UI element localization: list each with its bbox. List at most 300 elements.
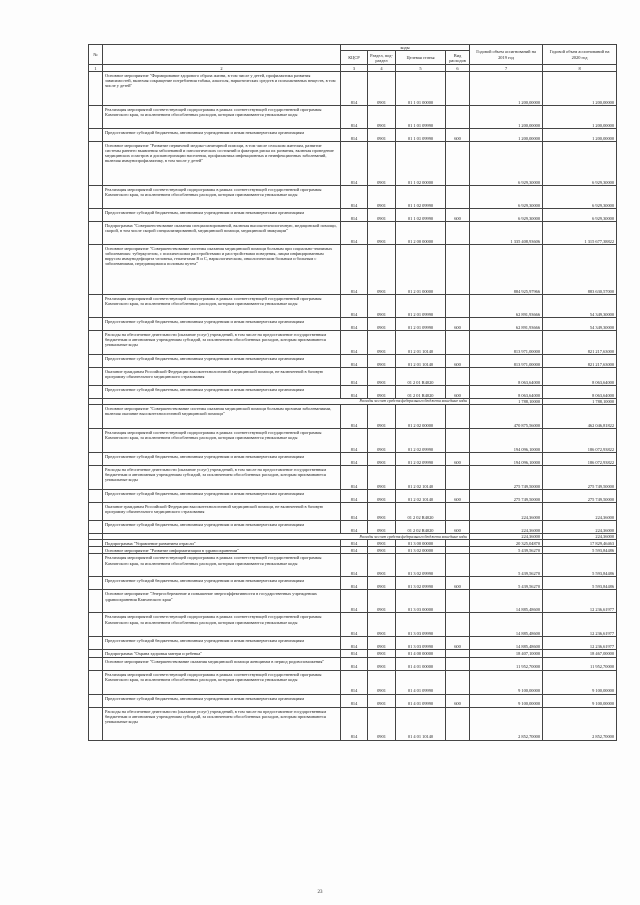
header-sum-2020: Годовой объем ассигнований на 2020 год bbox=[543, 45, 617, 65]
cell-vid bbox=[446, 186, 470, 209]
cell-sum-2020: 6 929,30000 bbox=[543, 186, 617, 209]
cell-kcsr: 814 bbox=[341, 554, 368, 577]
cell-number bbox=[89, 590, 103, 613]
cell-number bbox=[89, 429, 103, 453]
cell-sum-2019: 275 749,50000 bbox=[470, 466, 543, 490]
cell-sum-2020: 1 200,00000 bbox=[543, 106, 617, 129]
header-description bbox=[103, 45, 341, 65]
table-row bbox=[89, 222, 617, 245]
cell-sum-2019: 224,36000 bbox=[470, 503, 543, 521]
cell-target: 01 2 01 10140 bbox=[396, 355, 446, 368]
cell-vid: 600 bbox=[446, 577, 470, 590]
cell-number bbox=[89, 707, 103, 740]
cell-target: 01 2 01 R4020 bbox=[396, 386, 446, 399]
table-row bbox=[89, 554, 617, 577]
cell-sum-2019: 1 200,00000 bbox=[470, 72, 543, 106]
cell-sum-2019: 62 891,93666 bbox=[470, 295, 543, 318]
cell-target: 01 3 02 00000 bbox=[396, 547, 446, 554]
cell-description: Предоставление субсидий бюджетным, автономным учреждениям и иным некоммерческим организациям bbox=[103, 490, 341, 503]
cell-razdel: 0901 bbox=[368, 650, 396, 657]
cell-vid bbox=[446, 245, 470, 295]
cell-sum-2019: 6 929,30000 bbox=[470, 186, 543, 209]
cell-razdel: 0901 bbox=[368, 577, 396, 590]
cell-sum-2020: 6 929,30000 bbox=[543, 142, 617, 186]
cell-target: 01 1 02 00000 bbox=[396, 142, 446, 186]
cell-vid: 600 bbox=[446, 386, 470, 399]
cell-description: Предоставление субсидий бюджетным, автономным учреждениям и иным некоммерческим организациям bbox=[103, 318, 341, 331]
cell-target: 01 1 01 09990 bbox=[396, 129, 446, 142]
cell-sum-2020: 186 072,93822 bbox=[543, 429, 617, 453]
cell-kcsr: 814 bbox=[341, 72, 368, 106]
cell-target: 01 4 01 09990 bbox=[396, 694, 446, 707]
cell-sum-2020: 12 236,61977 bbox=[543, 590, 617, 613]
cell-kcsr: 814 bbox=[341, 540, 368, 547]
cell-number bbox=[89, 521, 103, 534]
cell-sum-2020: 5 593,84486 bbox=[543, 577, 617, 590]
cell-target: 01 4 00 00000 bbox=[396, 650, 446, 657]
cell-sum-2020: 224,36000 bbox=[543, 503, 617, 521]
cell-vid bbox=[446, 429, 470, 453]
cell-kcsr: 814 bbox=[341, 106, 368, 129]
cell-sum-2019: 8 063,64000 bbox=[470, 386, 543, 399]
cell-razdel: 0901 bbox=[368, 590, 396, 613]
cell-number bbox=[89, 355, 103, 368]
cell-target: 01 4 01 09990 bbox=[396, 670, 446, 694]
table-row bbox=[89, 318, 617, 331]
cell-kcsr: 814 bbox=[341, 547, 368, 554]
cell-kcsr: 814 bbox=[341, 466, 368, 490]
cell-sum-2019: 5 439,56270 bbox=[470, 547, 543, 554]
cell-sum-2020: 275 749,50000 bbox=[543, 466, 617, 490]
cell-sum-2019: 1 200,00000 bbox=[470, 129, 543, 142]
cell-description: Реализация мероприятий соответствующей подпрограммы в рамках соответствующей государственной программы Камчатского края, за исключением обособленных расходов, которым присваиваются уникальные коды bbox=[103, 295, 341, 318]
cell-kcsr: 814 bbox=[341, 577, 368, 590]
cell-sum-2020: 54 349,30000 bbox=[543, 318, 617, 331]
cell-number bbox=[89, 331, 103, 355]
cell-vid bbox=[446, 613, 470, 637]
table-row bbox=[89, 429, 617, 453]
cell-description: Расходы на обеспечение деятельности (оказание услуг) учреждений, в том числе на предоставление государственным бюджетным и автономным учреждениям субсидий, за исключением обособленных расходов, которым присваиваются уникальные коды bbox=[103, 331, 341, 355]
cell-number bbox=[89, 650, 103, 657]
column-number: 5 bbox=[396, 65, 446, 72]
cell-description: Основное мероприятие "Совершенствование оказания медицинской помощи женщинам в период родовспоможения" bbox=[103, 657, 341, 670]
table-row bbox=[89, 142, 617, 186]
cell-vid bbox=[446, 650, 470, 657]
table-row bbox=[89, 331, 617, 355]
cell-number bbox=[89, 694, 103, 707]
cell-number bbox=[89, 405, 103, 429]
cell-target: 01 2 02 10140 bbox=[396, 490, 446, 503]
cell-target: 01 2 00 00000 bbox=[396, 222, 446, 245]
table-row bbox=[89, 547, 617, 554]
cell-number bbox=[89, 547, 103, 554]
cell-kcsr: 814 bbox=[341, 490, 368, 503]
cell-sum-2019: 14 885,48600 bbox=[470, 590, 543, 613]
cell-sum-2020: 9 100,00000 bbox=[543, 670, 617, 694]
cell-kcsr: 814 bbox=[341, 368, 368, 386]
cell-sum-2020: 5 593,84486 bbox=[543, 547, 617, 554]
cell-number bbox=[89, 106, 103, 129]
cell-sum-2019: 813 971,00000 bbox=[470, 331, 543, 355]
cell-description: Подпрограмма "Совершенствование оказания специализированной, включая высокотехнологичную, медицинской помощи, скорой, в том числе скорой специализированной, медицинской помощи, медицинской эвакуации" bbox=[103, 222, 341, 245]
cell-razdel: 0901 bbox=[368, 613, 396, 637]
cell-sum-2020: 8 063,64000 bbox=[543, 386, 617, 399]
cell-target: 01 2 02 10140 bbox=[396, 466, 446, 490]
table-row bbox=[89, 637, 617, 650]
cell-target: 01 4 01 10140 bbox=[396, 707, 446, 740]
cell-target: 01 1 01 09990 bbox=[396, 106, 446, 129]
cell-razdel: 0901 bbox=[368, 186, 396, 209]
cell-sum-2019: 5 439,56270 bbox=[470, 554, 543, 577]
cell-target: 01 3 00 00000 bbox=[396, 540, 446, 547]
cell-razdel: 0901 bbox=[368, 503, 396, 521]
cell-target: 01 2 02 R4020 bbox=[396, 521, 446, 534]
cell-description: Реализация мероприятий соответствующей подпрограммы в рамках соответствующей государственной программы Камчатского края, за исключением обособленных расходов, которым присваиваются уникальные коды bbox=[103, 613, 341, 637]
cell-description: Предоставление субсидий бюджетным, автономным учреждениям и иным некоммерческим организациям bbox=[103, 129, 341, 142]
cell-sum-2019: 18 407,10000 bbox=[470, 650, 543, 657]
cell-number bbox=[89, 245, 103, 295]
cell-description: Реализация мероприятий соответствующей подпрограммы в рамках соответствующей государственной программы Камчатского края, за исключением обособленных расходов, которым присваиваются уникальные коды bbox=[103, 429, 341, 453]
cell-kcsr: 814 bbox=[341, 650, 368, 657]
cell-target: 01 3 02 09990 bbox=[396, 554, 446, 577]
cell-razdel: 0901 bbox=[368, 106, 396, 129]
cell-razdel: 0901 bbox=[368, 355, 396, 368]
cell-sum-2019: 194 096,10000 bbox=[470, 429, 543, 453]
column-number: 3 bbox=[341, 65, 368, 72]
cell-sum-2020: 186 072,93822 bbox=[543, 453, 617, 466]
cell-sum-2020: 54 349,30000 bbox=[543, 295, 617, 318]
cell-kcsr: 814 bbox=[341, 295, 368, 318]
cell-target: 01 4 01 00000 bbox=[396, 657, 446, 670]
cell-vid: 600 bbox=[446, 129, 470, 142]
cell-description: Предоставление субсидий бюджетным, автономным учреждениям и иным некоммерческим организациям bbox=[103, 694, 341, 707]
cell-target: 01 1 01 00000 bbox=[396, 72, 446, 106]
cell-target: 01 2 02 00000 bbox=[396, 405, 446, 429]
column-number: 8 bbox=[543, 65, 617, 72]
cell-sum-2019: 1 200,00000 bbox=[470, 106, 543, 129]
cell-description: Предоставление субсидий бюджетным, автономным учреждениям и иным некоммерческим организациям bbox=[103, 355, 341, 368]
cell-razdel: 0901 bbox=[368, 540, 396, 547]
cell-sum-2019: 6 929,30000 bbox=[470, 142, 543, 186]
cell-sum-2019: 2 852,70000 bbox=[470, 707, 543, 740]
table-row bbox=[89, 186, 617, 209]
federal-note-text: Расходы за счет средств федерального бюджета вошедшие коды bbox=[103, 534, 470, 540]
table-row bbox=[89, 577, 617, 590]
table-row bbox=[89, 657, 617, 670]
cell-target: 01 2 01 00000 bbox=[396, 245, 446, 295]
cell-number bbox=[89, 209, 103, 222]
cell-vid bbox=[446, 554, 470, 577]
cell-vid: 600 bbox=[446, 318, 470, 331]
cell-number bbox=[89, 186, 103, 209]
header-codes-group: коды bbox=[341, 45, 470, 51]
cell-razdel: 0901 bbox=[368, 637, 396, 650]
cell-number bbox=[89, 540, 103, 547]
cell-kcsr: 814 bbox=[341, 429, 368, 453]
cell-razdel: 0901 bbox=[368, 222, 396, 245]
cell-sum-2020: 6 929,30000 bbox=[543, 209, 617, 222]
cell-vid bbox=[446, 106, 470, 129]
column-number: 2 bbox=[103, 65, 341, 72]
cell-razdel: 0901 bbox=[368, 295, 396, 318]
cell-sum-2019: 1 788,10000 bbox=[470, 399, 543, 405]
cell-vid bbox=[446, 405, 470, 429]
cell-vid: 600 bbox=[446, 490, 470, 503]
cell-vid bbox=[446, 707, 470, 740]
cell-kcsr: 814 bbox=[341, 613, 368, 637]
cell-number bbox=[89, 554, 103, 577]
table-row bbox=[89, 590, 617, 613]
cell-sum-2020: 12 236,61977 bbox=[543, 637, 617, 650]
cell-razdel: 0901 bbox=[368, 521, 396, 534]
table-row bbox=[89, 453, 617, 466]
cell-target: 01 3 03 09990 bbox=[396, 613, 446, 637]
cell-kcsr: 814 bbox=[341, 670, 368, 694]
header-razdel: Раздел, под-раздел bbox=[368, 51, 396, 65]
header-kcsr: КЦСР bbox=[341, 51, 368, 65]
cell-sum-2020: 462 046,81822 bbox=[543, 405, 617, 429]
table-row bbox=[89, 295, 617, 318]
cell-razdel: 0901 bbox=[368, 670, 396, 694]
cell-razdel: 0901 bbox=[368, 429, 396, 453]
table-row bbox=[89, 129, 617, 142]
cell-sum-2019: 813 971,00000 bbox=[470, 355, 543, 368]
cell-sum-2020: 12 236,61977 bbox=[543, 613, 617, 637]
header-target: Целевая статья bbox=[396, 51, 446, 65]
cell-vid: 600 bbox=[446, 453, 470, 466]
cell-sum-2020: 5 593,84486 bbox=[543, 554, 617, 577]
cell-number bbox=[89, 142, 103, 186]
cell-sum-2019: 224,36000 bbox=[470, 534, 543, 540]
cell-description: Реализация мероприятий соответствующей подпрограммы в рамках соответствующей государственной программы Камчатского края, за исключением обособленных расходов, которым присваиваются уникальные коды bbox=[103, 106, 341, 129]
cell-kcsr: 814 bbox=[341, 405, 368, 429]
cell-sum-2020: 224,36000 bbox=[543, 521, 617, 534]
cell-description: Оказание гражданам Российской Федерации высокотехнологичной медицинской помощи, не включенной в базовую программу обязательного медицинского страхования bbox=[103, 368, 341, 386]
cell-sum-2019: 8 063,64000 bbox=[470, 368, 543, 386]
cell-sum-2019: 5 439,56270 bbox=[470, 577, 543, 590]
table-column-numbers-row bbox=[89, 65, 617, 72]
cell-razdel: 0901 bbox=[368, 547, 396, 554]
cell-target: 01 3 03 09990 bbox=[396, 637, 446, 650]
cell-number bbox=[89, 657, 103, 670]
table-row bbox=[89, 521, 617, 534]
cell-sum-2020: 11 952,70000 bbox=[543, 657, 617, 670]
cell-sum-2019: 6 929,30000 bbox=[470, 209, 543, 222]
header-sum-2019: Годовой объем ассигнований на 2019 год bbox=[470, 45, 543, 65]
cell-razdel: 0901 bbox=[368, 386, 396, 399]
cell-vid: 600 bbox=[446, 355, 470, 368]
cell-razdel: 0901 bbox=[368, 368, 396, 386]
table-row bbox=[89, 540, 617, 547]
cell-kcsr: 814 bbox=[341, 318, 368, 331]
cell-number bbox=[89, 295, 103, 318]
cell-vid bbox=[446, 657, 470, 670]
table-row bbox=[89, 490, 617, 503]
cell-target: 01 1 02 09990 bbox=[396, 186, 446, 209]
cell-sum-2019: 9 100,00000 bbox=[470, 670, 543, 694]
cell-vid bbox=[446, 670, 470, 694]
table-row bbox=[89, 386, 617, 399]
cell-vid bbox=[446, 331, 470, 355]
cell-vid bbox=[446, 142, 470, 186]
cell-number bbox=[89, 72, 103, 106]
cell-kcsr: 814 bbox=[341, 590, 368, 613]
cell-sum-2020: 1 315 677,38822 bbox=[543, 222, 617, 245]
cell-razdel: 0901 bbox=[368, 318, 396, 331]
table-row bbox=[89, 707, 617, 740]
cell-razdel: 0901 bbox=[368, 405, 396, 429]
cell-sum-2020: 2 852,70000 bbox=[543, 707, 617, 740]
cell-vid bbox=[446, 368, 470, 386]
cell-razdel: 0901 bbox=[368, 72, 396, 106]
cell-sum-2019: 14 885,48600 bbox=[470, 637, 543, 650]
cell-number bbox=[89, 670, 103, 694]
cell-razdel: 0901 bbox=[368, 331, 396, 355]
table-row bbox=[89, 694, 617, 707]
cell-number bbox=[89, 453, 103, 466]
cell-kcsr: 814 bbox=[341, 707, 368, 740]
cell-razdel: 0901 bbox=[368, 657, 396, 670]
cell-target: 01 2 01 09990 bbox=[396, 318, 446, 331]
cell-razdel: 0901 bbox=[368, 694, 396, 707]
cell-number bbox=[89, 318, 103, 331]
cell-description: Основное мероприятие "Формирование здорового образа жизни, в том числе у детей, профилактика развития зависимостей, включая сокращение потребления табака, алкоголя, наркотических средств и психоактивных веществ, в том числе у детей" bbox=[103, 72, 341, 106]
cell-kcsr: 814 bbox=[341, 142, 368, 186]
cell-description: Подпрограмма "Управление развитием отрасли" bbox=[103, 540, 341, 547]
cell-kcsr: 814 bbox=[341, 521, 368, 534]
cell-kcsr: 814 bbox=[341, 129, 368, 142]
cell-vid: 600 bbox=[446, 521, 470, 534]
cell-number bbox=[89, 368, 103, 386]
cell-sum-2019: 62 891,93666 bbox=[470, 318, 543, 331]
table-row bbox=[89, 368, 617, 386]
cell-vid bbox=[446, 547, 470, 554]
header-number: № bbox=[89, 45, 103, 65]
cell-sum-2020: 18 467,00000 bbox=[543, 650, 617, 657]
cell-razdel: 0901 bbox=[368, 129, 396, 142]
table-row bbox=[89, 650, 617, 657]
cell-sum-2019: 275 749,50000 bbox=[470, 490, 543, 503]
cell-description: Предоставление субсидий бюджетным, автономным учреждениям и иным некоммерческим организациям bbox=[103, 453, 341, 466]
cell-sum-2019: 884 925,97966 bbox=[470, 245, 543, 295]
cell-kcsr: 814 bbox=[341, 209, 368, 222]
cell-kcsr: 814 bbox=[341, 222, 368, 245]
cell-sum-2020: 1 200,00000 bbox=[543, 72, 617, 106]
cell-sum-2020: 821 217,63000 bbox=[543, 355, 617, 368]
cell-target: 01 2 01 R4020 bbox=[396, 368, 446, 386]
cell-number bbox=[89, 466, 103, 490]
budget-table bbox=[88, 44, 617, 741]
cell-kcsr: 814 bbox=[341, 503, 368, 521]
cell-razdel: 0901 bbox=[368, 142, 396, 186]
cell-kcsr: 814 bbox=[341, 657, 368, 670]
column-number: 4 bbox=[368, 65, 396, 72]
cell-description: Основное мероприятие "Развитие первичной медико-санитарной помощи, в том числе сельским жителям, развитие системы раннего выявления заболеваний и патологических состояний и факторов риска их развития, включая проведение медицинских осмотров и диспансеризации населения, профилактика инфекционных и неинфекционных заболеваний, включая иммунопрофилактику, в том числе у детей" bbox=[103, 142, 341, 186]
column-number: 7 bbox=[470, 65, 543, 72]
cell-sum-2019: 9 100,00000 bbox=[470, 694, 543, 707]
cell-sum-2019: 20 325,04870 bbox=[470, 540, 543, 547]
cell-vid bbox=[446, 540, 470, 547]
cell-target: 01 2 01 10140 bbox=[396, 331, 446, 355]
cell-razdel: 0901 bbox=[368, 209, 396, 222]
cell-target: 01 3 02 09990 bbox=[396, 577, 446, 590]
header-vid: Вид расходов bbox=[446, 51, 470, 65]
cell-kcsr: 814 bbox=[341, 637, 368, 650]
cell-number bbox=[89, 503, 103, 521]
federal-note-text: Расходы за счет средств федерального бюджета вошедшие коды bbox=[103, 399, 470, 405]
cell-number bbox=[89, 613, 103, 637]
cell-target: 01 2 02 09990 bbox=[396, 429, 446, 453]
cell-sum-2019: 14 885,48600 bbox=[470, 613, 543, 637]
cell-vid bbox=[446, 295, 470, 318]
cell-razdel: 0901 bbox=[368, 245, 396, 295]
cell-target: 01 2 02 R4020 bbox=[396, 503, 446, 521]
cell-kcsr: 814 bbox=[341, 694, 368, 707]
cell-sum-2020: 8 063,64000 bbox=[543, 368, 617, 386]
cell-description: Основное мероприятие "Развитие информатизации в здравоохранении" bbox=[103, 547, 341, 554]
cell-number bbox=[89, 490, 103, 503]
table-row bbox=[89, 106, 617, 129]
cell-description: Расходы на обеспечение деятельности (оказание услуг) учреждений, в том числе на предоставление государственным бюджетным и автономным учреждениям субсидий, за исключением обособленных расходов, которым присваиваются уникальные коды bbox=[103, 466, 341, 490]
page-number: 23 bbox=[317, 890, 323, 895]
cell-vid: 600 bbox=[446, 694, 470, 707]
cell-sum-2020: 224,36000 bbox=[543, 534, 617, 540]
table-row bbox=[89, 613, 617, 637]
cell-sum-2019: 224,36000 bbox=[470, 521, 543, 534]
table-row bbox=[89, 405, 617, 429]
cell-vid bbox=[446, 222, 470, 245]
cell-sum-2020: 1 788,10000 bbox=[543, 399, 617, 405]
cell-kcsr: 814 bbox=[341, 453, 368, 466]
cell-number bbox=[89, 129, 103, 142]
cell-description: Предоставление субсидий бюджетным, автономным учреждениям и иным некоммерческим организациям bbox=[103, 637, 341, 650]
table-row bbox=[89, 503, 617, 521]
cell-vid bbox=[446, 590, 470, 613]
cell-sum-2020: 883 630,57000 bbox=[543, 245, 617, 295]
cell-sum-2019: 1 335 408,93606 bbox=[470, 222, 543, 245]
table-row bbox=[89, 245, 617, 295]
cell-description: Основное мероприятие "Совершенствование системы оказания медицинской помощи больным при социально-значимых заболеваниях: туберкулезом, с психическими расстройствами и расстройствами поведения, лицам инфицированным вирусом иммунодефицита человека, гепатитами B и C, наркологическим, онкологическим больным и больным с заболеваниями, передающимися половым путем" bbox=[103, 245, 341, 295]
cell-number bbox=[89, 386, 103, 399]
cell-sum-2019: 194 096,10000 bbox=[470, 453, 543, 466]
cell-razdel: 0901 bbox=[368, 490, 396, 503]
cell-sum-2019: 11 952,70000 bbox=[470, 657, 543, 670]
cell-sum-2020: 1 200,00000 bbox=[543, 129, 617, 142]
table-row bbox=[89, 466, 617, 490]
cell-sum-2019: 470 875,56000 bbox=[470, 405, 543, 429]
table-row bbox=[89, 670, 617, 694]
cell-vid bbox=[446, 466, 470, 490]
cell-target: 01 1 02 09990 bbox=[396, 209, 446, 222]
cell-sum-2020: 17 829,46463 bbox=[543, 540, 617, 547]
table-row bbox=[89, 355, 617, 368]
cell-description: Предоставление субсидий бюджетным, автономным учреждениям и иным некоммерческим организациям bbox=[103, 209, 341, 222]
cell-razdel: 0901 bbox=[368, 554, 396, 577]
table-row bbox=[89, 72, 617, 106]
cell-razdel: 0901 bbox=[368, 453, 396, 466]
cell-razdel: 0901 bbox=[368, 707, 396, 740]
cell-kcsr: 814 bbox=[341, 245, 368, 295]
table-row bbox=[89, 209, 617, 222]
cell-target: 01 3 03 00000 bbox=[396, 590, 446, 613]
cell-description: Реализация мероприятий соответствующей подпрограммы в рамках соответствующей государственной программы Камчатского края, за исключением обособленных расходов, которым присваиваются уникальные коды bbox=[103, 554, 341, 577]
cell-kcsr: 814 bbox=[341, 355, 368, 368]
cell-target: 01 2 01 09990 bbox=[396, 295, 446, 318]
cell-sum-2020: 275 749,50000 bbox=[543, 490, 617, 503]
cell-vid bbox=[446, 72, 470, 106]
cell-description: Подпрограмма "Охрана здоровья матери и ребенка" bbox=[103, 650, 341, 657]
cell-razdel: 0901 bbox=[368, 466, 396, 490]
